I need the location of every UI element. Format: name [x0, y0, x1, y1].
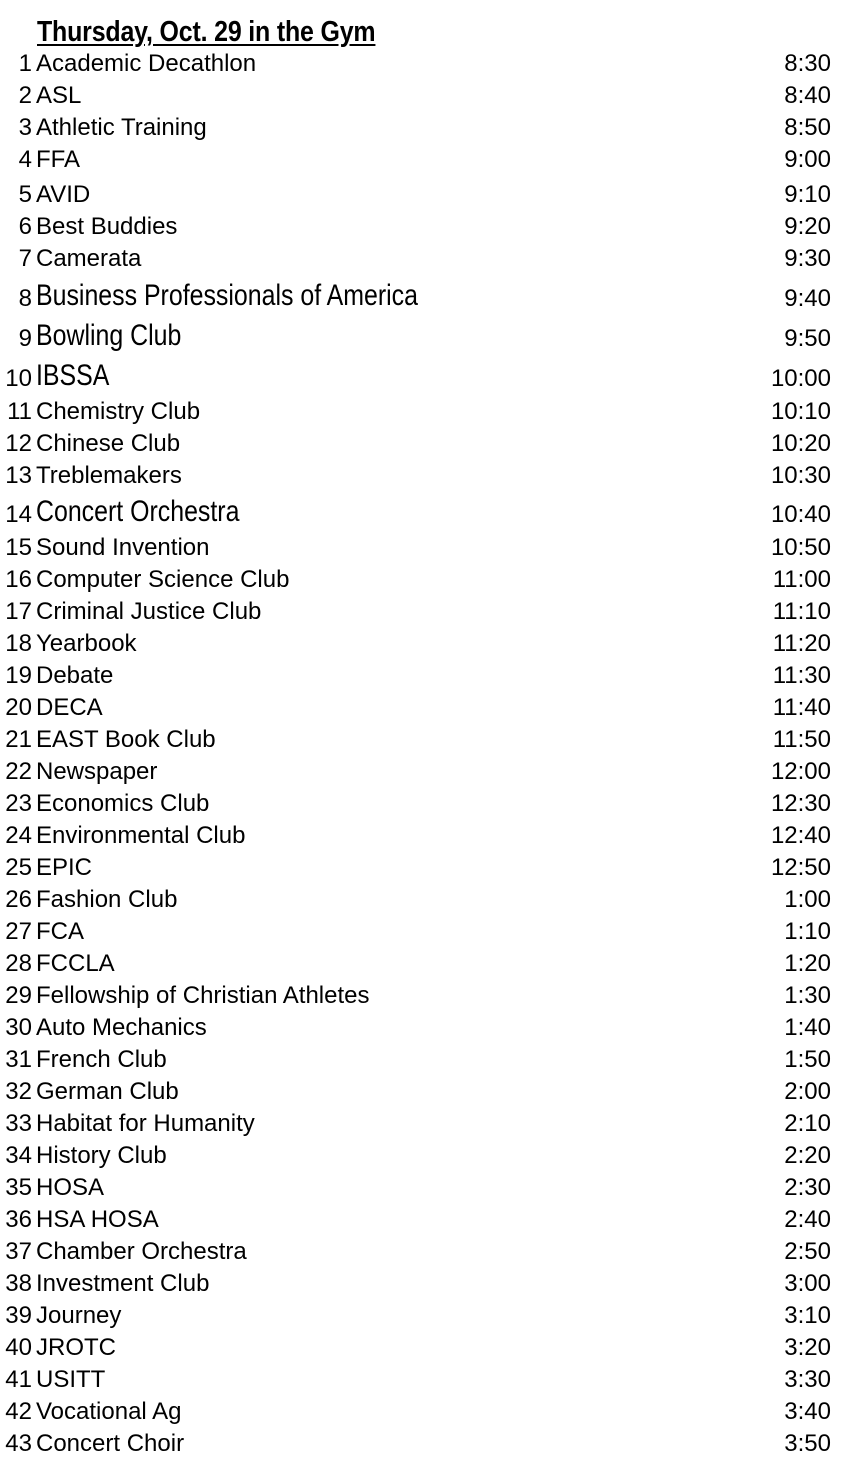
schedule-row — [0, 662, 844, 692]
club-name: Criminal Justice Club — [36, 598, 262, 625]
row-number: 21 — [5, 726, 32, 753]
schedule-row — [0, 758, 844, 788]
schedule-row — [0, 50, 844, 80]
row-number: 30 — [5, 1014, 32, 1041]
row-number: 17 — [5, 598, 32, 625]
club-name: Environmental Club — [36, 822, 246, 849]
schedule-row — [0, 918, 844, 948]
time-slot: 11:20 — [772, 630, 831, 657]
schedule-row — [0, 114, 844, 144]
row-number: 24 — [5, 822, 32, 849]
schedule-row — [0, 319, 844, 357]
row-number: 3 — [18, 114, 32, 141]
schedule-row — [0, 1142, 844, 1172]
schedule-row — [0, 566, 844, 596]
schedule-row — [0, 982, 844, 1012]
row-number: 6 — [18, 213, 32, 240]
schedule-row — [0, 462, 844, 492]
row-number: 43 — [5, 1430, 32, 1457]
schedule-row — [0, 1046, 844, 1076]
row-number: 36 — [5, 1206, 32, 1233]
time-slot: 8:50 — [784, 114, 831, 141]
club-name: Debate — [36, 662, 114, 689]
club-name: Yearbook — [36, 630, 137, 657]
time-slot: 10:30 — [770, 462, 831, 489]
time-slot: 9:20 — [784, 213, 831, 240]
row-number: 10 — [5, 365, 32, 392]
time-slot: 12:40 — [770, 822, 831, 849]
schedule-row — [0, 1430, 844, 1460]
row-number: 7 — [18, 245, 32, 272]
schedule-row — [0, 1398, 844, 1428]
row-number: 19 — [5, 662, 32, 689]
row-number: 13 — [5, 462, 32, 489]
schedule-row — [0, 398, 844, 428]
club-name: Concert Choir — [36, 1430, 185, 1457]
club-name: ASL — [36, 82, 82, 109]
schedule-row — [0, 1238, 844, 1268]
schedule-row — [0, 359, 844, 397]
time-slot: 3:20 — [784, 1334, 831, 1361]
row-number: 28 — [5, 950, 32, 977]
club-name: Athletic Training — [36, 114, 207, 141]
row-number: 22 — [5, 758, 32, 785]
time-slot: 3:30 — [784, 1366, 831, 1393]
time-slot: 2:50 — [784, 1238, 831, 1265]
time-slot: 8:40 — [784, 82, 831, 109]
club-name: FFA — [36, 146, 81, 173]
time-slot: 10:50 — [770, 534, 831, 561]
club-name: HOSA — [36, 1174, 105, 1201]
row-number: 32 — [5, 1078, 32, 1105]
schedule-row — [0, 886, 844, 916]
time-slot: 3:10 — [784, 1302, 831, 1329]
club-name: FCA — [36, 918, 84, 945]
club-name: Habitat for Humanity — [36, 1110, 255, 1137]
schedule-row — [0, 279, 844, 317]
schedule-row — [0, 1334, 844, 1364]
time-slot: 11:00 — [772, 566, 831, 593]
time-slot: 12:00 — [770, 758, 831, 785]
schedule-row — [0, 1014, 844, 1044]
club-name: Bowling Club — [36, 319, 182, 352]
time-slot: 3:50 — [784, 1430, 831, 1457]
club-name: Computer Science Club — [36, 566, 290, 593]
row-number: 14 — [5, 501, 32, 528]
row-number: 2 — [18, 82, 32, 109]
time-slot: 2:30 — [784, 1174, 831, 1201]
row-number: 25 — [5, 854, 32, 881]
club-name: Vocational Ag — [36, 1398, 182, 1425]
club-name: Best Buddies — [36, 213, 178, 240]
page-title: Thursday, Oct. 29 in the Gym — [37, 16, 376, 48]
club-name: French Club — [36, 1046, 167, 1073]
time-slot: 3:40 — [784, 1398, 831, 1425]
row-number: 41 — [5, 1366, 32, 1393]
club-name: Fellowship of Christian Athletes — [36, 982, 370, 1009]
schedule-row — [0, 82, 844, 112]
schedule-row — [0, 245, 844, 275]
club-name: Chinese Club — [36, 430, 181, 457]
time-slot: 10:20 — [770, 430, 831, 457]
row-number: 39 — [5, 1302, 32, 1329]
schedule-row — [0, 534, 844, 564]
row-number: 26 — [5, 886, 32, 913]
row-number: 18 — [5, 630, 32, 657]
time-slot: 11:30 — [772, 662, 831, 689]
time-slot: 1:10 — [784, 918, 831, 945]
club-name: Chamber Orchestra — [36, 1238, 247, 1265]
row-number: 20 — [5, 694, 32, 721]
row-number: 16 — [5, 566, 32, 593]
time-slot: 2:00 — [784, 1078, 831, 1105]
row-number: 4 — [18, 146, 32, 173]
schedule-row — [0, 1270, 844, 1300]
time-slot: 10:00 — [770, 365, 831, 392]
time-slot: 11:10 — [772, 598, 831, 625]
time-slot: 1:40 — [784, 1014, 831, 1041]
row-number: 34 — [5, 1142, 32, 1169]
row-number: 12 — [5, 430, 32, 457]
time-slot: 12:30 — [770, 790, 831, 817]
row-number: 29 — [5, 982, 32, 1009]
club-name: Business Professionals of America — [36, 279, 418, 312]
club-name: Academic Decathlon — [36, 50, 257, 77]
row-number: 37 — [5, 1238, 32, 1265]
club-name: IBSSA — [36, 359, 110, 392]
club-name: FCCLA — [36, 950, 115, 977]
schedule-row — [0, 598, 844, 628]
time-slot: 9:00 — [784, 146, 831, 173]
row-number: 23 — [5, 790, 32, 817]
club-name: Concert Orchestra — [36, 495, 240, 528]
club-name: Newspaper — [36, 758, 158, 785]
time-slot: 1:00 — [784, 886, 831, 913]
club-name: DECA — [36, 694, 103, 721]
time-slot: 10:10 — [770, 398, 831, 425]
time-slot: 3:00 — [784, 1270, 831, 1297]
club-name: AVID — [36, 181, 91, 208]
row-number: 31 — [5, 1046, 32, 1073]
row-number: 15 — [5, 534, 32, 561]
schedule-row — [0, 146, 844, 176]
schedule-row — [0, 726, 844, 756]
row-number: 5 — [18, 181, 32, 208]
club-name: German Club — [36, 1078, 179, 1105]
time-slot: 1:20 — [784, 950, 831, 977]
club-name: Chemistry Club — [36, 398, 201, 425]
club-name: HSA HOSA — [36, 1206, 159, 1233]
schedule-row — [0, 630, 844, 660]
row-number: 9 — [18, 325, 32, 352]
time-slot: 9:40 — [784, 285, 831, 312]
schedule-row — [0, 1302, 844, 1332]
time-slot: 1:50 — [784, 1046, 831, 1073]
time-slot: 9:10 — [784, 181, 831, 208]
schedule-row — [0, 430, 844, 460]
time-slot: 2:40 — [784, 1206, 831, 1233]
row-number: 38 — [5, 1270, 32, 1297]
row-number: 8 — [18, 285, 32, 312]
club-name: EAST Book Club — [36, 726, 216, 753]
schedule-row — [0, 950, 844, 980]
club-name: JROTC — [36, 1334, 116, 1361]
club-name: Journey — [36, 1302, 122, 1329]
club-name: Investment Club — [36, 1270, 210, 1297]
time-slot: 10:40 — [770, 501, 831, 528]
club-name: USITT — [36, 1366, 106, 1393]
club-name: Camerata — [36, 245, 142, 272]
club-name: Sound Invention — [36, 534, 210, 561]
row-number: 1 — [18, 50, 32, 77]
schedule-row — [0, 181, 844, 211]
time-slot: 1:30 — [784, 982, 831, 1009]
time-slot: 11:50 — [772, 726, 831, 753]
time-slot: 2:20 — [784, 1142, 831, 1169]
time-slot: 9:50 — [784, 325, 831, 352]
row-number: 27 — [5, 918, 32, 945]
time-slot: 12:50 — [770, 854, 831, 881]
club-name: Economics Club — [36, 790, 210, 817]
row-number: 11 — [7, 398, 32, 425]
time-slot: 11:40 — [772, 694, 831, 721]
row-number: 40 — [5, 1334, 32, 1361]
club-name: History Club — [36, 1142, 167, 1169]
schedule-row — [0, 1366, 844, 1396]
row-number: 42 — [5, 1398, 32, 1425]
schedule-row — [0, 790, 844, 820]
time-slot: 9:30 — [784, 245, 831, 272]
schedule-row — [0, 495, 844, 533]
club-name: Auto Mechanics — [36, 1014, 207, 1041]
club-name: Treblemakers — [36, 462, 182, 489]
club-name: EPIC — [36, 854, 93, 881]
time-slot: 2:10 — [784, 1110, 831, 1137]
row-number: 33 — [5, 1110, 32, 1137]
row-number: 35 — [5, 1174, 32, 1201]
club-name: Fashion Club — [36, 886, 178, 913]
schedule-row — [0, 1078, 844, 1108]
schedule-row — [0, 213, 844, 243]
schedule-row — [0, 1110, 844, 1140]
time-slot: 8:30 — [784, 50, 831, 77]
schedule-row — [0, 1174, 844, 1204]
schedule-row — [0, 822, 844, 852]
schedule-row — [0, 854, 844, 884]
schedule-row — [0, 694, 844, 724]
schedule-row — [0, 1206, 844, 1236]
